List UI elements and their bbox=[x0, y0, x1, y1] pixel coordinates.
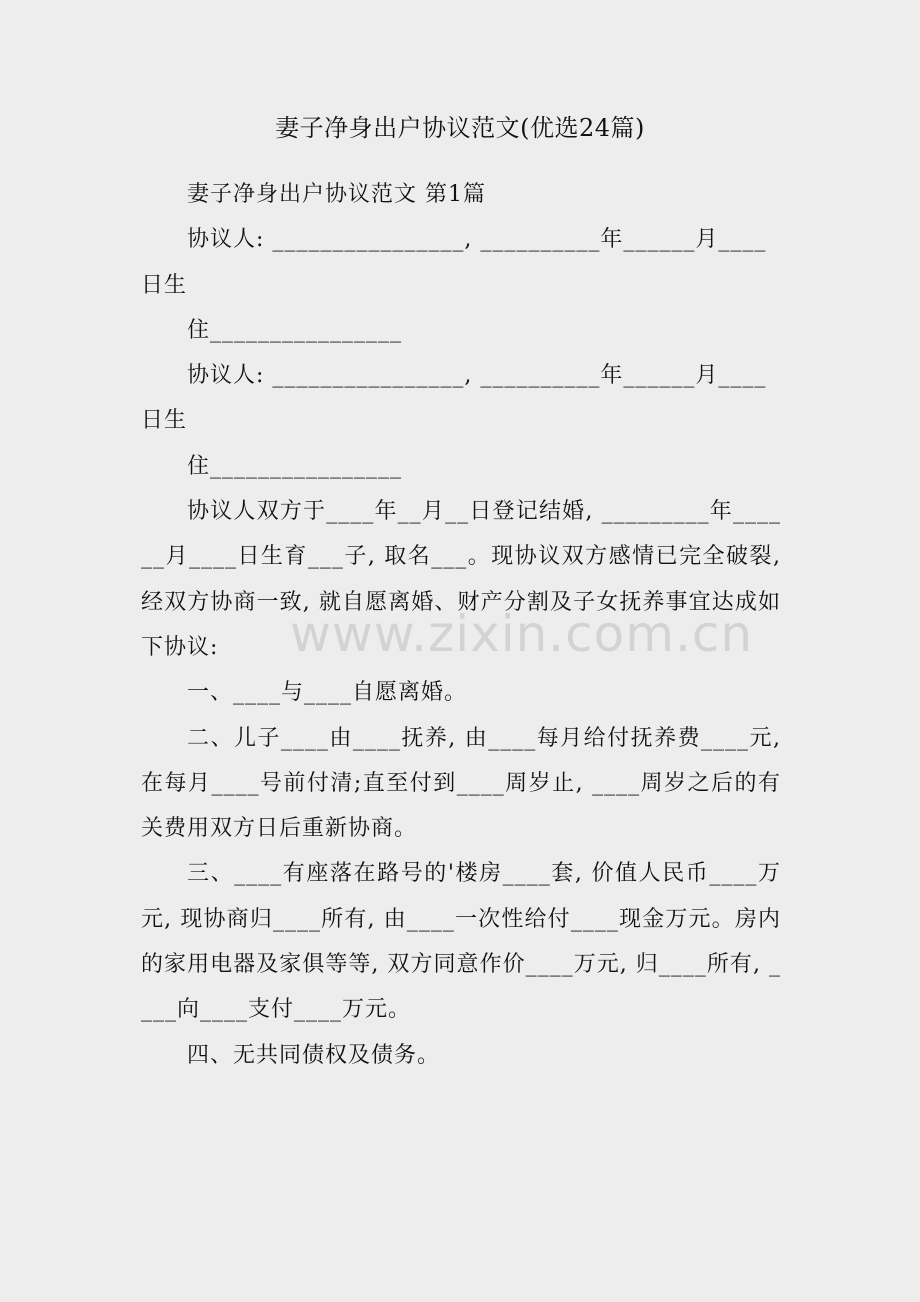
document-body bbox=[141, 172, 781, 1078]
party1-address: 住________________ bbox=[187, 317, 403, 343]
clause-1: 一、____与____自愿离婚。 bbox=[187, 680, 468, 706]
party1-info: 协议人: ________________, __________年______月____ bbox=[187, 227, 767, 253]
watermark: www.zixin.com.cn bbox=[290, 605, 754, 663]
clause-3: 三、____有座落在路号的'楼房____套, 价值人民币____万元, 现协商归____所有, 由____一次性给付____现金万元。房内的家用电器及家俱等等, 双方同意作价____万元, 归____所有, ____向____支付____万元。 bbox=[141, 861, 781, 1023]
party2-birth: 日生 bbox=[141, 408, 188, 434]
section-heading: 妻子净身出户协议范文 第1篇 bbox=[187, 182, 486, 207]
document-title: 妻子净身出户协议范文(优选24篇) bbox=[275, 114, 645, 142]
party2-address: 住________________ bbox=[187, 453, 403, 479]
party1-birth: 日生 bbox=[141, 272, 188, 298]
clause-2: 二、儿子____由____抚养, 由____每月给付抚养费____元, 在每月____号前付清;直至付到____周岁止, ____周岁之后的有关费用双方日后重新协商。 bbox=[141, 725, 781, 842]
clause-4: 四、无共同债权及债务。 bbox=[187, 1042, 441, 1068]
intro-paragraph: 协议人双方于____年__月__日登记结婚, _________年______月____日生育___子, 取名___。现协议双方感情已完全破裂, 经双方协商一致, 就自愿离婚、财产分割及子女抚养事宜达成如下协议: bbox=[141, 499, 781, 660]
party2-info: 协议人: ________________, __________年______月____ bbox=[187, 363, 767, 389]
